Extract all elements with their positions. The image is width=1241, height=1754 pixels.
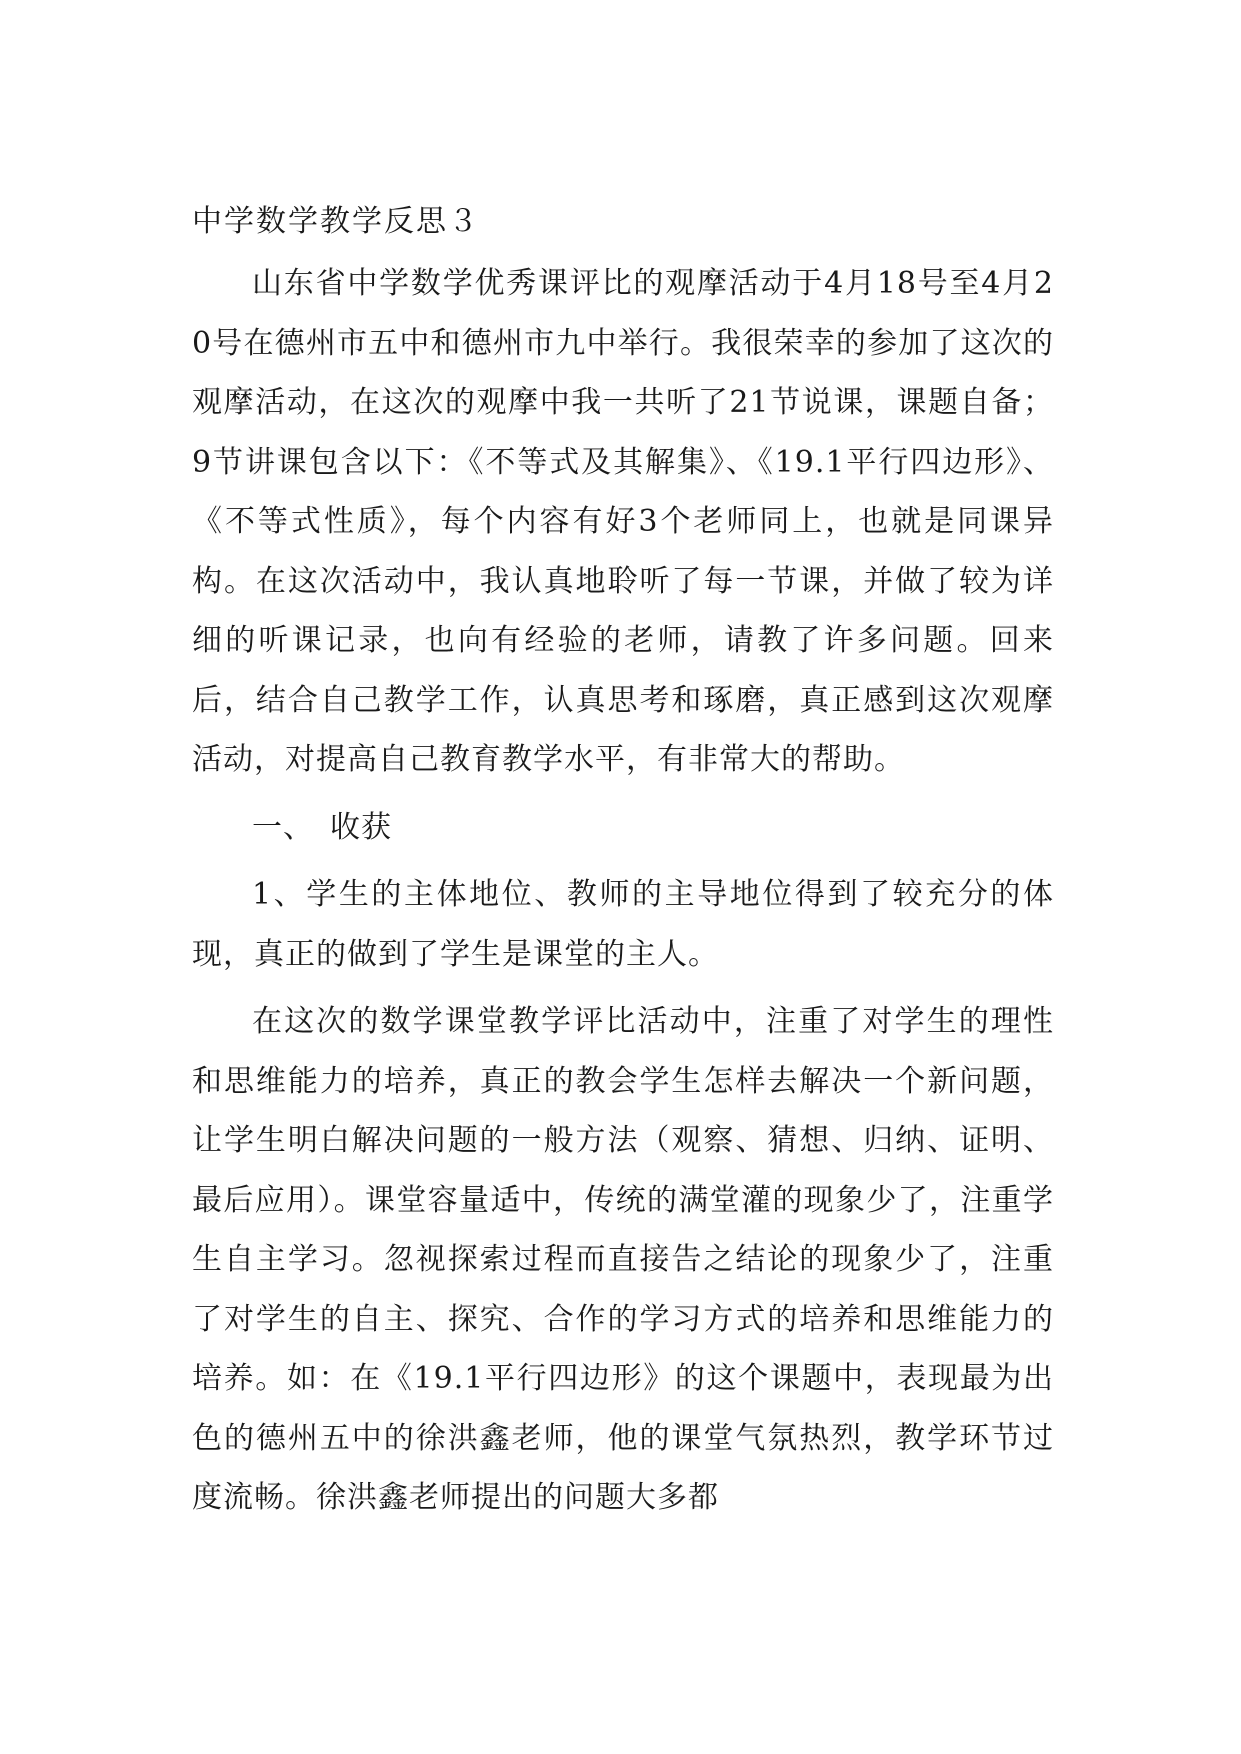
document-title: 中学数学教学反思３ — [192, 204, 480, 239]
paragraph-detail: 在这次的数学课堂教学评比活动中，注重了对学生的理性和思维能力的培养，真正的教会学生怎样去解决一个新问题，让学生明白解决问题的一般方法（观察、猜想、归纳、证明、最后应用）。课堂容量适中，传统的满堂灌的现象少了，注重学生自主学习。忽视探索过程而直接告之结论的现象少了，注重了对学生的自主、探究、合作的学习方式的培养和思维能力的培养。如：在《19.1平行四边形》的这个课题中，表现最为出色的德州五中的徐洪鑫老师，他的课堂气氛热烈，教学环节过度流畅。徐洪鑫老师提出的问题大多都 — [192, 1004, 1054, 1515]
paragraph-point-1: 1、学生的主体地位、教师的主导地位得到了较充分的体现，真正的做到了学生是课堂的主人。 — [192, 877, 1054, 972]
document-body — [192, 198, 1054, 1528]
section-heading-harvest: 一、 收获 — [252, 809, 392, 845]
paragraph-intro: 山东省中学数学优秀课评比的观摩活动于4月18号至4月20号在德州市五中和德州市九中举行。我很荣幸的参加了这次的观摩活动，在这次的观摩中我一共听了21节说课，课题自备；9节讲课包含以下：《不等式及其解集》、《19.1平行四边形》、《不等式性质》，每个内容有好3个老师同上，也就是同课异构。在这次活动中，我认真地聆听了每一节课，并做了较为详细的听课记录，也向有经验的老师，请教了许多问题。回来后，结合自己教学工作，认真思考和琢磨，真正感到这次观摩活动，对提高自己教育教学水平，有非常大的帮助。 — [192, 266, 1054, 777]
